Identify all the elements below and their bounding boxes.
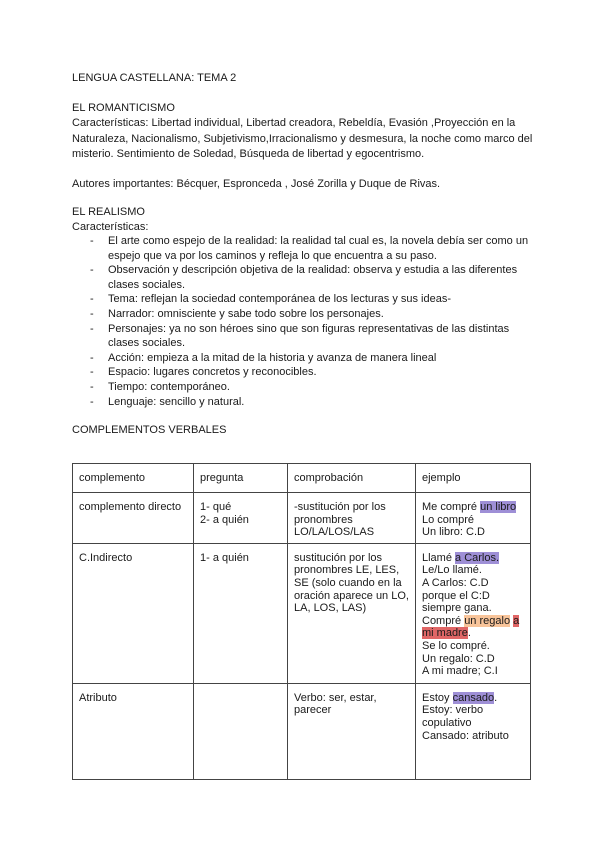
highlight-cansado: cansado [452, 691, 495, 704]
realismo-caracteristicas-label: Características: [72, 221, 149, 233]
cell-pregunta: 1- a quién [194, 543, 288, 683]
cell-ejemplo: Estoy cansado. Estoy: verbo copulativo Cansado: atributo [416, 683, 531, 779]
romanticismo-autores: Autores importantes: Bécquer, Espronceda , José Zorilla y Duque de Rivas. [72, 178, 441, 190]
header-ejemplo: ejemplo [416, 464, 531, 493]
cell-comprobacion: sustitución por los pronombres LE, LES, SE (solo cuando en la oración aparece un LO, LA, LOS, LAS) [288, 543, 416, 683]
list-item: - Tema: reflejan la sociedad contemporánea de los lecturas y sus ideas- [90, 293, 452, 306]
list-item: - Tiempo: contemporáneo. [90, 380, 230, 393]
table-row [73, 683, 531, 779]
cell-comprobacion: -sustitución por los pronombres LO/LA/LOS/LAS [288, 493, 416, 544]
list-item: - Narrador: omnisciente y sabe todo sobre los personajes. [90, 307, 384, 320]
cell-complemento: complemento directo [73, 493, 194, 544]
complementos-table [72, 463, 531, 780]
romanticismo-caracteristicas: Características: Libertad individual, Libertad creadora, Rebeldía, Evasión ,Proyección en la Naturaleza, Nacionalismo, Subjetivismo,Irracionalismo y desmesura, la noche como marco del misterio. Sentimiento de Soledad, Búsqueda de libertad y egocentrismo. [72, 117, 533, 160]
highlight-carlos: a Carlos. [455, 551, 500, 564]
cell-ejemplo: Me compré un libro Lo compré Un libro: C.D [416, 493, 531, 544]
table-row [73, 543, 531, 683]
list-item: - El arte como espejo de la realidad: la realidad tal cual es, la novela debía ser como un espejo que va por los caminos y refleja lo que encuentra a su paso. [90, 235, 529, 262]
list-item: - Personajes: ya no son héroes sino que son figuras representativas de las distintas clases sociales. [90, 322, 510, 350]
list-item: - Espacio: lugares concretos y reconocibles. [90, 366, 317, 379]
highlight-cd: un libro [480, 501, 517, 513]
heading-romanticismo: EL ROMANTICISMO [72, 102, 175, 114]
cell-pregunta: 1- qué 2- a quién [194, 493, 288, 544]
document-title: LENGUA CASTELLANA: TEMA 2 [72, 72, 237, 84]
table-row [73, 493, 531, 544]
cell-comprobacion: Verbo: ser, estar, parecer [288, 683, 416, 779]
header-complemento: complemento [73, 464, 194, 493]
cell-ejemplo: Llamé a Carlos. Le/Lo llamé. A Carlos: C.D porque el C:D siempre gana. Compré un regalo a mi madre. Se lo compré. Un regalo: C.D A mi madre; C.I [416, 543, 531, 683]
cell-complemento: C.Indirecto [73, 543, 194, 683]
highlight-regalo: un regalo [464, 614, 511, 627]
highlight-a: a [513, 614, 520, 627]
heading-realismo: EL REALISMO [72, 206, 145, 218]
list-item: - Observación y descripción objetiva de la realidad: observa y estudia a las diferentes clases sociales. [90, 264, 518, 291]
list-item: - Acción: empieza a la mitad de la historia y avanza de manera lineal [90, 351, 437, 364]
list-item: - Lenguaje: sencillo y natural. [90, 395, 245, 408]
header-comprobacion: comprobación [288, 464, 416, 493]
cell-complemento: Atributo [73, 683, 194, 779]
realismo-list [72, 234, 542, 409]
heading-complementos: COMPLEMENTOS VERBALES [72, 424, 227, 436]
highlight-mi-madre: mi madre [422, 627, 468, 640]
table-header-row [73, 464, 531, 493]
header-pregunta: pregunta [194, 464, 288, 493]
cell-pregunta [194, 683, 288, 779]
